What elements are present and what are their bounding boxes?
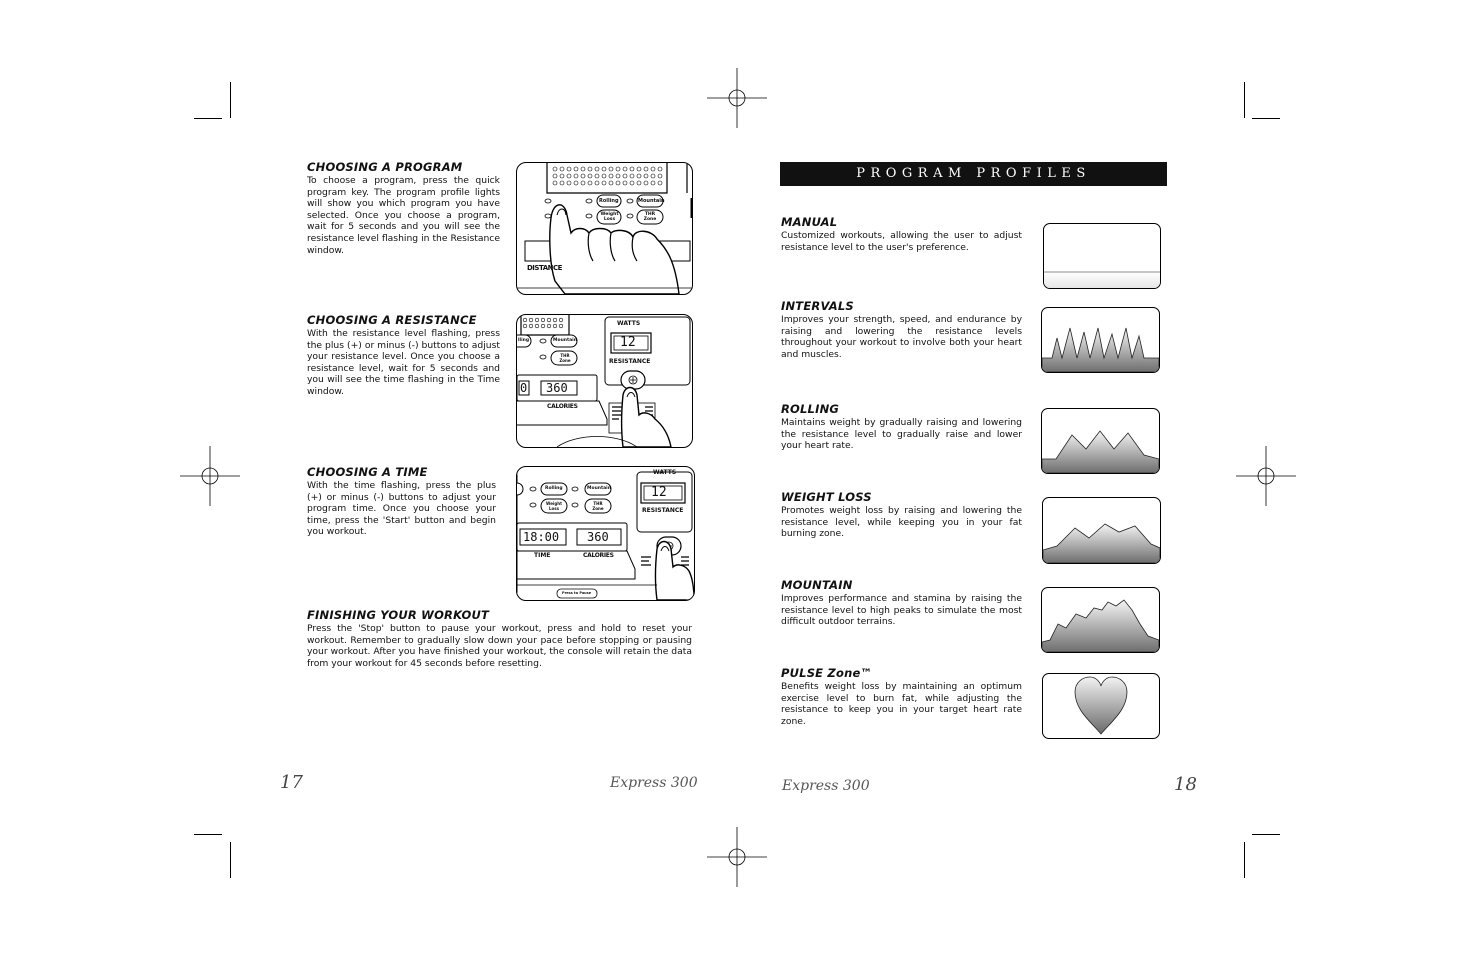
profile-desc: Improves performance and stamina by raising the resistance level to high peaks to simulate the most difficult outdoor terrains. [781, 593, 1022, 628]
rolling-profile-graphic [1041, 408, 1160, 474]
intervals-profile-graphic [1041, 307, 1160, 373]
page-number: 17 [280, 772, 303, 793]
resistance-label: RESISTANCE [642, 507, 684, 514]
weight-loss-button-label: Weight Loss [600, 212, 619, 222]
resistance-label: RESISTANCE [609, 358, 651, 365]
profile-heading: MANUAL [781, 215, 838, 229]
pause-button-label: Press to Pause [562, 591, 592, 595]
left-display: 0 [520, 381, 528, 395]
rolling-button-label: Rolling [545, 486, 563, 491]
program-profiles-banner: PROGRAM PROFILES [780, 162, 1167, 186]
watts-label: WATTS [653, 469, 677, 476]
calories-label: CALORIES [547, 403, 578, 410]
rolling-button-label: Rolling [599, 198, 619, 204]
profile-desc: Benefits weight loss by maintaining an optimum exercise level to burn fat, while adjusting the resistance to keep you in your target heart rate zone. [781, 681, 1022, 727]
crop-mark [230, 842, 231, 878]
section-body: With the time flashing, press the plus (+) or minus (-) buttons to adjust your program time. Once you choose your time, press the 'Start' button and begin you workout. [307, 480, 496, 538]
section-body: To choose a program, press the quick program key. The program profile lights will show you which program you have selected. Once you choose a program, wait for 5 seconds and you will see the resistance level flashing in the Resistance window. [307, 175, 500, 256]
registration-mark-icon [707, 827, 767, 887]
time-display: 18:00 [523, 530, 560, 544]
section-body: Press the 'Stop' button to pause your workout, press and hold to reset your workout. Remember to gradually slow down your pace before stopping or pausing your workout. After you have finished your workout, the console will retain the data from your workout for 45 seconds before resetting. [307, 623, 692, 669]
console-illustration-program [516, 162, 693, 295]
mountain-button-label: Mountain [553, 338, 577, 343]
registration-mark-icon [180, 446, 240, 506]
brand-footer: Express 300 [610, 775, 698, 791]
section-heading: FINISHING YOUR WORKOUT [307, 608, 490, 622]
calories-display: 360 [587, 530, 609, 544]
profile-heading: INTERVALS [781, 299, 854, 313]
section-heading: CHOOSING A PROGRAM [307, 160, 463, 174]
mountain-button-label: Mountain [587, 486, 611, 491]
time-label: TIME [534, 552, 551, 559]
weight-loss-button-label: Weight Loss [546, 501, 562, 511]
thr-zone-button-label: THR Zone [559, 353, 571, 363]
console-illustration-time [516, 466, 695, 601]
crop-mark [194, 834, 222, 835]
profile-desc: Customized workouts, allowing the user to adjust resistance level to the user's preference. [781, 230, 1022, 253]
mountain-button-label: Mountain [638, 198, 665, 204]
console-illustration-resistance [516, 314, 693, 448]
resistance-display: 12 [651, 485, 667, 500]
calories-display: 360 [546, 381, 568, 395]
crop-mark [1244, 842, 1245, 878]
profile-desc: Promotes weight loss by raising and lowering the resistance level, while keeping you in your fat burning zone. [781, 505, 1022, 540]
crop-mark [1252, 118, 1280, 119]
crop-mark [230, 82, 231, 118]
profile-heading: WEIGHT LOSS [781, 490, 872, 504]
registration-mark-icon [707, 68, 767, 128]
section-heading: CHOOSING A TIME [307, 465, 428, 479]
thr-zone-button-label: THR Zone [592, 501, 604, 511]
section-heading: CHOOSING A RESISTANCE [307, 313, 477, 327]
weight-loss-profile-graphic [1042, 497, 1161, 564]
brand-footer: Express 300 [782, 778, 870, 794]
profile-desc: Maintains weight by gradually raising and lowering the resistance level to gradually raise and lower your heart rate. [781, 417, 1022, 452]
mountain-profile-graphic [1041, 587, 1160, 653]
resistance-display: 12 [620, 335, 636, 350]
watts-label: WATTS [617, 320, 641, 327]
profile-heading: MOUNTAIN [781, 578, 853, 592]
thr-zone-button-label: THR Zone [643, 212, 657, 222]
heart-icon [1075, 677, 1127, 734]
crop-mark [1244, 82, 1245, 118]
calories-label: CALORIES [583, 552, 614, 559]
registration-mark-icon [1236, 446, 1296, 506]
profile-heading: PULSE Zone™ [781, 666, 873, 680]
rolling-button-label: lling [518, 338, 530, 343]
distance-label: DISTANCE [527, 264, 562, 272]
profile-desc: Improves your strength, speed, and endurance by raising and lowering the resistance levels throughout your workout to involve both your heart and muscles. [781, 314, 1022, 360]
crop-mark [194, 118, 222, 119]
section-body: With the resistance level flashing, press the plus (+) or minus (-) buttons to adjust your resistance level. Once you choose a resistance level, wait for 5 seconds and you will see the time flashing in the Time window. [307, 328, 500, 397]
crop-mark [1252, 834, 1280, 835]
pulse-zone-profile-graphic [1042, 673, 1160, 739]
page-number: 18 [1174, 774, 1197, 795]
manual-profile-graphic [1043, 223, 1161, 289]
profile-heading: ROLLING [781, 402, 840, 416]
